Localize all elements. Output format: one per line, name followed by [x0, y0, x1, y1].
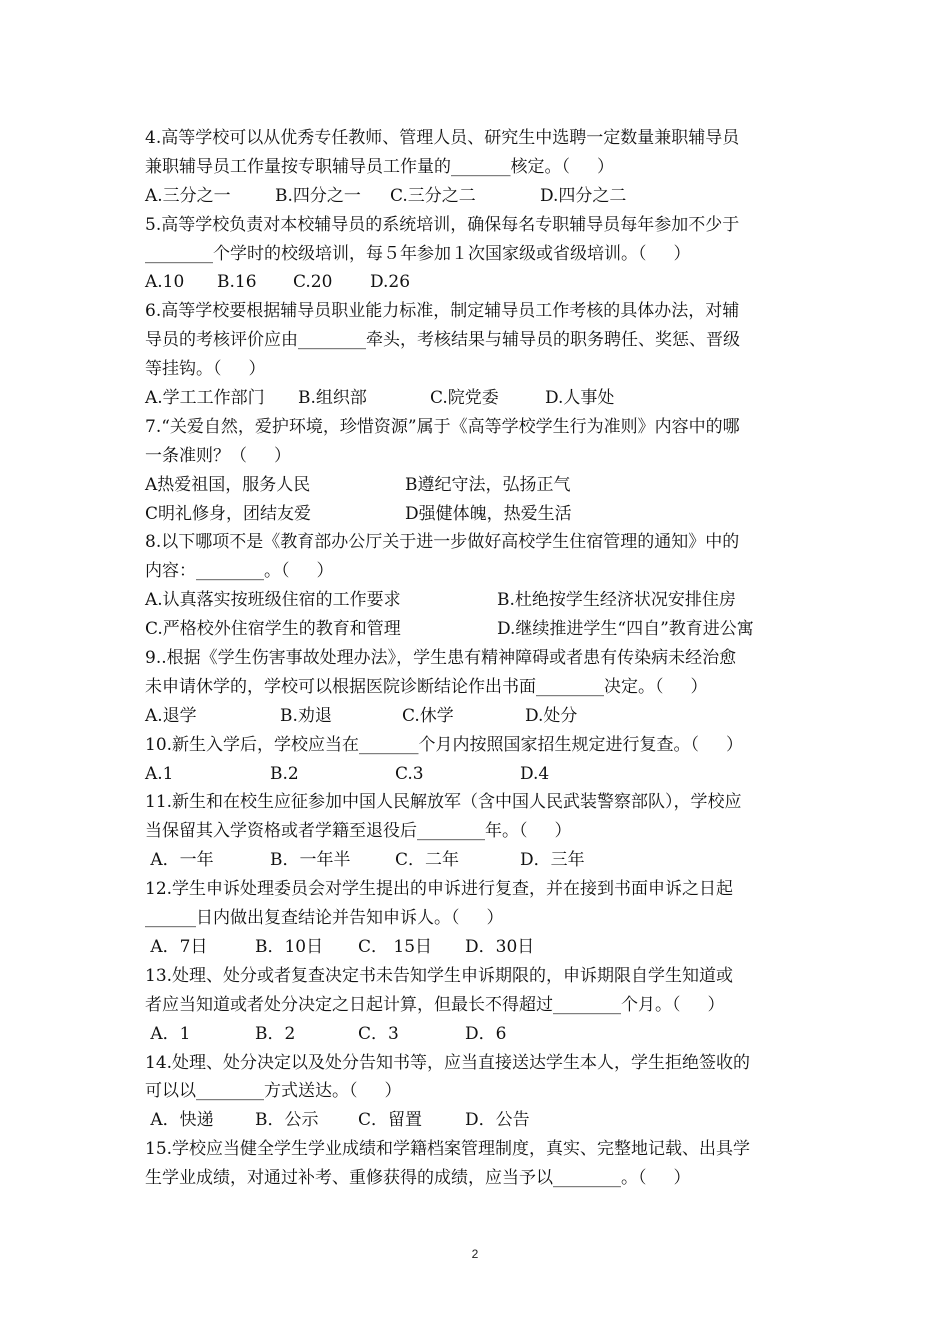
- question-item: [145, 413, 815, 529]
- answer-option: C.院党委: [430, 388, 499, 409]
- answer-option: A.退学: [145, 705, 197, 726]
- answer-option: D.处分: [525, 705, 578, 726]
- answer-option: D强健体魄，热爱生活: [405, 503, 572, 524]
- page-number: 2: [471, 1247, 479, 1261]
- answer-option: A.认真落实按班级住宿的工作要求: [145, 590, 401, 611]
- question-text-line: 12.学生申诉处理委员会对学生提出的申诉进行复查，并在接到书面申诉之日起: [145, 879, 734, 900]
- question-item: [145, 297, 815, 413]
- answer-option: C明礼修身，团结友爱: [145, 503, 312, 524]
- option-row: [145, 471, 815, 500]
- option-row: [145, 268, 815, 297]
- answer-option: D．30日: [465, 936, 535, 957]
- answer-option: B遵纪守法，弘扬正气: [405, 474, 571, 495]
- question-text-line: ________个学时的校级培训，每５年参加１次国家级或省级培训。（ ）: [145, 243, 691, 264]
- option-row: [145, 760, 815, 789]
- question-text-line: 生学业成绩，对通过补考、重修获得的成绩，应当予以________。（ ）: [145, 1168, 691, 1189]
- answer-option: B.16: [217, 272, 257, 293]
- answer-option: B．公示: [255, 1110, 319, 1131]
- option-row: [145, 846, 815, 875]
- answer-option: B.2: [270, 763, 299, 784]
- question-text-line: 4.高等学校可以从优秀专任教师、管理人员、研究生中选聘一定数量兼职辅导员: [145, 128, 740, 148]
- option-row: [145, 384, 815, 413]
- question-text-line: 可以以________方式送达。（ ）: [145, 1081, 402, 1102]
- question-item: [145, 1049, 815, 1136]
- option-row: [145, 182, 815, 211]
- option-row: [145, 1020, 815, 1049]
- answer-option: B.劝退: [280, 705, 332, 726]
- question-item: [145, 962, 815, 1049]
- question-text-line: 13.处理、处分或者复查决定书未告知学生申诉期限的，申诉期限自学生知道或: [145, 965, 734, 986]
- answer-option: D．6: [465, 1023, 507, 1044]
- question-text-line: 当保留其入学资格或者学籍至退役后________年。（ ）: [145, 821, 572, 842]
- answer-option: A．快递: [145, 1110, 214, 1131]
- answer-option: A.1: [145, 763, 174, 784]
- question-text-line: 未申请休学的，学校可以根据医院诊断结论作出书面________决定。（ ）: [145, 676, 708, 697]
- question-text-line: 兼职辅导员工作量按专职辅导员工作量的_______核定。（ ）: [145, 156, 615, 177]
- option-row: [145, 586, 815, 615]
- question-text-line: 11.新生和在校生应征参加中国人民解放军（含中国人民武装警察部队），学校应: [145, 792, 742, 813]
- question-item: [145, 528, 815, 644]
- question-text-line: 10.新生入学后，学校应当在_______个月内按照国家招生规定进行复查。（ ）: [145, 734, 744, 755]
- answer-option: C.3: [395, 763, 424, 784]
- answer-option: B.四分之一: [275, 185, 361, 206]
- option-row: [145, 933, 815, 962]
- answer-option: D.继续推进学生“四自”教育进公寓: [497, 619, 754, 640]
- answer-option: B．2: [255, 1023, 296, 1044]
- answer-option: D.26: [370, 272, 411, 293]
- answer-option: C.休学: [402, 705, 454, 726]
- question-text-line: 者应当知道或者处分决定之日起计算，但最长不得超过________个月。（ ）: [145, 994, 725, 1015]
- answer-option: B.杜绝按学生经济状况安排住房: [497, 590, 736, 611]
- answer-option: A．7日: [145, 936, 208, 957]
- question-text-line: 等挂钩。（ ）: [145, 359, 266, 380]
- answer-option: C．二年: [395, 850, 460, 871]
- answer-option: D.人事处: [545, 388, 615, 409]
- answer-option: A热爱祖国，服务人民: [145, 474, 311, 495]
- question-item: [145, 211, 815, 298]
- option-row: [145, 500, 815, 529]
- answer-option: C．留置: [358, 1110, 423, 1131]
- question-item: [145, 875, 815, 962]
- question-item: [145, 644, 815, 731]
- answer-option: B．一年半: [270, 850, 351, 871]
- answer-option: A.10: [145, 272, 185, 293]
- question-text-line: 9..根据《学生伤害事故处理办法》，学生患有精神障碍或者患有传染病未经治愈: [145, 648, 737, 669]
- question-text-line: 15.学校应当健全学生学业成绩和学籍档案管理制度，真实、完整地记载、出具学: [145, 1139, 751, 1160]
- answer-option: A．1: [145, 1023, 191, 1044]
- answer-option: C．3: [358, 1023, 399, 1044]
- answer-option: C． 15日: [358, 936, 433, 957]
- answer-option: D.四分之二: [540, 185, 627, 206]
- option-row: [145, 615, 815, 644]
- answer-option: C.20: [293, 272, 333, 293]
- question-text-line: 6.高等学校要根据辅导员职业能力标准，制定辅导员工作考核的具体办法，对辅: [145, 301, 740, 322]
- answer-option: D．公告: [465, 1110, 530, 1131]
- question-text-line: 7.“关爱自然，爱护环境，珍惜资源”属于《高等学校学生行为准则》内容中的哪: [145, 416, 740, 437]
- answer-option: D．三年: [520, 850, 585, 871]
- answer-option: A.三分之一: [145, 185, 231, 206]
- answer-option: A.学工工作部门: [145, 388, 265, 409]
- answer-option: A．一年: [145, 850, 214, 871]
- option-row: [145, 702, 815, 731]
- answer-option: D.4: [520, 763, 550, 784]
- question-item: [145, 1135, 815, 1193]
- question-list: [145, 124, 815, 1193]
- answer-option: B.组织部: [298, 388, 367, 409]
- question-text-line: 14.处理、处分决定以及处分告知书等，应当直接送达学生本人，学生拒绝签收的: [145, 1052, 751, 1073]
- answer-option: B．10日: [255, 936, 324, 957]
- question-text-line: 导员的考核评价应由________牵头，考核结果与辅导员的职务聘任、奖惩、晋级: [145, 330, 740, 351]
- question-text-line: 5.高等学校负责对本校辅导员的系统培训，确保每名专职辅导员每年参加不少于: [145, 214, 740, 235]
- option-row: [145, 1106, 815, 1135]
- question-text-line: 内容：________。（ ）: [145, 561, 334, 582]
- question-item: [145, 731, 815, 789]
- question-text-line: 8.以下哪项不是《教育部办公厅关于进一步做好高校学生住宿管理的通知》中的: [145, 532, 740, 553]
- question-text-line: ______日内做出复查结论并告知申诉人。（ ）: [145, 908, 504, 929]
- question-item: [145, 788, 815, 875]
- question-text-line: 一条准则？（ ）: [145, 445, 292, 466]
- answer-option: C.严格校外住宿学生的教育和管理: [145, 619, 401, 640]
- answer-option: C.三分之二: [390, 185, 476, 206]
- question-item: [145, 124, 815, 211]
